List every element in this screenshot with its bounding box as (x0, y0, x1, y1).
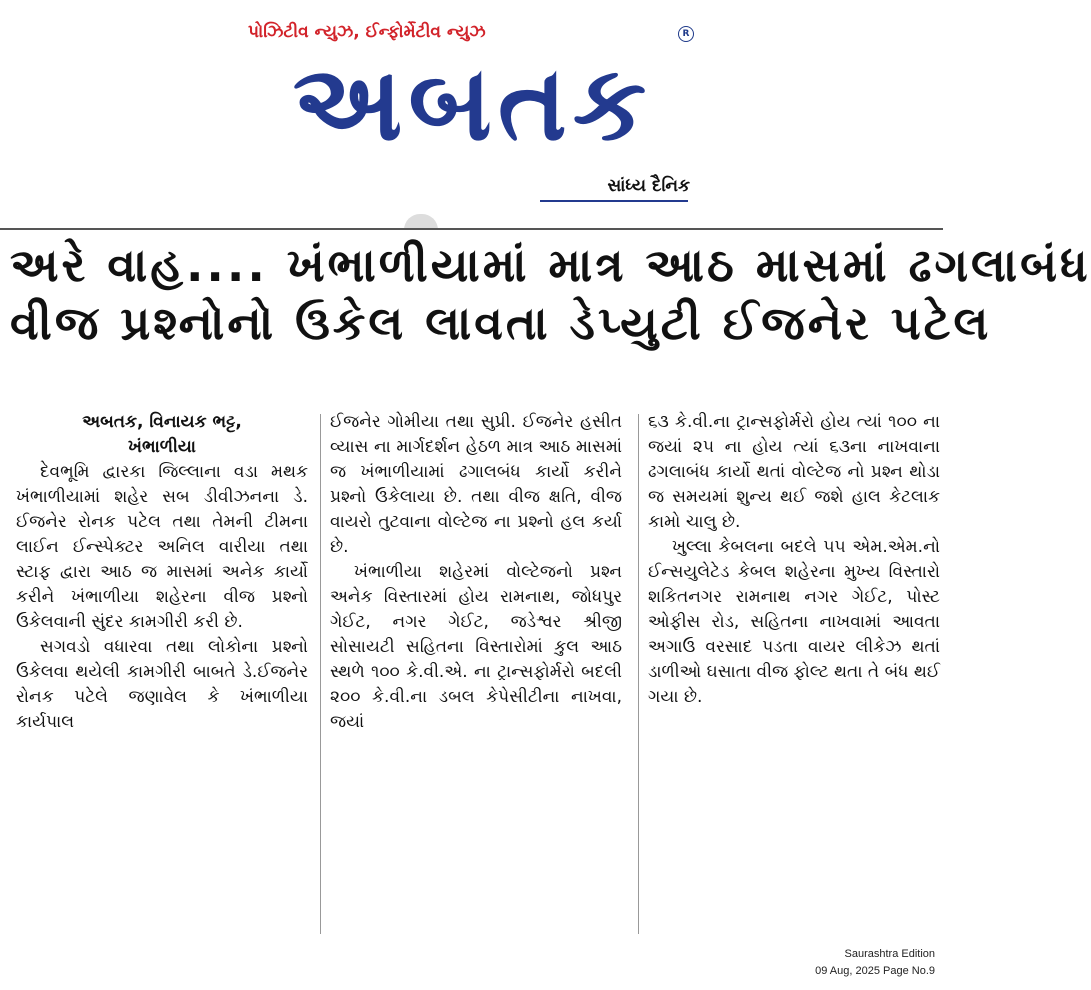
byline: અબતક, વિનાયક ભટ્ટ, (82, 412, 242, 432)
paragraph: ૬૩ કે.વી.ના ટ્રાન્સફોર્મરો હોય ત્યાં ૧૦૦ ના જયાં ૨૫ ના હોય ત્યાં ૬૩ના નાખવાના ઢગલાબંધ કાર્યો થતાં વોલ્ટેજ નો પ્રશ્ન થોડા જ સમયમાં શુન્ય થઈ જશે હાલ કેટલાક કામો ચાલુ છે. (648, 412, 940, 532)
edition-footer (815, 946, 935, 980)
header-divider (0, 228, 943, 230)
paragraph: સગવડો વધારવા તથા લોકોના પ્રશ્નો ઉકેલવા થયેલી કામગીરી બાબતે ડે.ઈજનેર રોનક પટેલે જણાવેલ કે ખંભાળીયા કાર્યપાલ (16, 637, 308, 732)
article-body (8, 410, 938, 940)
column-divider (320, 414, 321, 934)
subtitle-underline (540, 200, 688, 202)
paragraph: ખંભાળીયા શહેરમાં વોલ્ટેજનો પ્રશ્ન અનેક વિસ્તારમાં હોય રામનાથ, જોધપુર ગેઈટ, નગર ગેઈટ, જડેશ્વર શ્રીજી સોસાયટી સહિતના વિસ્તારોમાં કુલ આઠ સ્થળે ૧૦૦ કે.વી.એ. ના ટ્રાન્સફોર્મરો બદલી ૨૦૦ કે.વી.ના ડબલ કેપેસીટીના નાખવા, જયાં (330, 562, 622, 732)
article-headline (10, 236, 1091, 352)
byline-location: ખંભાળીયા (128, 437, 196, 457)
article-column-3 (648, 410, 940, 940)
paragraph: ઈજનેર ગોમીયા તથા સુપ્રી. ઈજનેર હસીત વ્યાસ ના માર્ગદર્શન હેઠળ માત્ર આઠ માસમાં જ ખંભાળીયામાં ઢગાલબંધ કાર્યો કરીને પ્રશ્નો ઉકેલાયા છે. તથા વીજ ક્ષતિ, વીજ વાયરો તુટવાના વોલ્ટેજ ના પ્રશ્નો હલ કર્યા છે. (330, 412, 622, 557)
edition-name: Saurashtra Edition (844, 948, 935, 960)
article-column-1 (16, 410, 308, 940)
masthead (0, 0, 943, 232)
tagline: પોઝિટીવ ન્યુઝ, ઈન્ફોર્મેટીવ ન્યુઝ (248, 22, 486, 42)
column-divider (638, 414, 639, 934)
paragraph: ખુલ્લા કેબલના બદલે ૫૫ એમ.એમ.નો ઈન્સયુલેટેડ કેબલ શહેરના મુખ્ય વિસ્તારો શકિતનગર રામનાથ નગર ગેઈટ, પોસ્ટ ઓફીસ રોડ, સહિતના નાખવામાં આવતા અગાઉ વરસાદ પડતા વાયર લીકેઝ થતાં ડાળીઓ ઘસાતા વીજ ફોલ્ટ થતા તે બંધ થઈ ગયા છે. (648, 537, 940, 707)
headline-line-2: વીજ પ્રશ્નોનો ઉકેલ લાવતા ડેપ્યુટી ઈજનેર પટેલ (10, 296, 992, 350)
headline-line-1: અરે વાહ.... ખંભાળીયામાં માત્ર આઠ માસમાં ઢગલાબંધ (10, 238, 1091, 292)
article-column-2 (330, 410, 622, 940)
edition-date-page: 09 Aug, 2025 Page No.9 (815, 965, 935, 977)
masthead-subtitle: સાંધ્ય દૈનિક (607, 176, 690, 196)
registered-mark-icon: R (678, 26, 694, 42)
newspaper-logo: અબતક (292, 42, 653, 164)
paragraph: દેવભૂમિ દ્વારકા જિલ્લાના વડા મથક ખંભાળીયામાં શહેર સબ ડીવીઝનના ડે. ઈજનેર રોનક પટેલ તથા તેમની ટીમના લાઈન ઈન્સ્પેક્ટર અનિલ વારીયા તથા સ્ટાફ દ્વારા આઠ જ માસમાં અનેક કાર્યો કરીને ખંભાળીયા શહેરના વીજ પ્રશ્નો ઉકેલવાની સુંદર કામગીરી કરી છે. (16, 462, 308, 632)
